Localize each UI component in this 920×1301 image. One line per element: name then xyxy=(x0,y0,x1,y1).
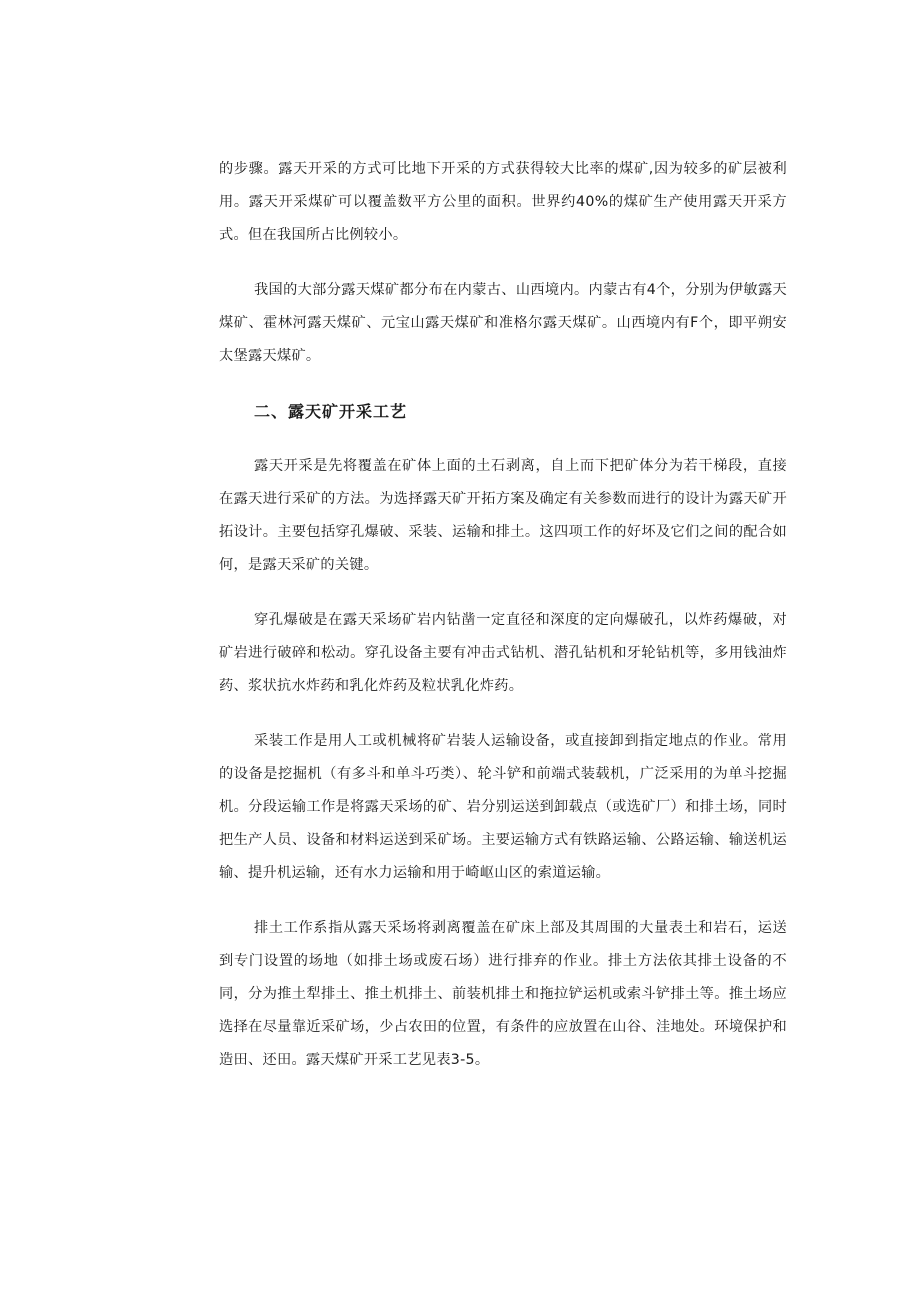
paragraph-gap xyxy=(219,582,787,604)
section-heading: 二、露天矿开采工艺 xyxy=(254,402,408,421)
paragraph-gap xyxy=(219,428,787,450)
paragraph-drilling-blasting: 穿孔爆破是在露天采场矿岩内钻凿一定直径和深度的定向爆破孔，以炸药爆破，对矿岩进行破碎和松动。穿孔设备主要有冲击式钻机、潜孔钻机和牙轮钻机等，多用钱油炸药、浆状抗水炸药和乳化炸药及粒状乳化炸药。 xyxy=(219,612,787,694)
document-body xyxy=(219,153,787,1077)
paragraph-coal-distribution: 我国的大部分露天煤矿都分布在内蒙古、山西境内。内蒙古有4个，分别为伊敏露天煤矿、霍林河露天煤矿、元宝山露天煤矿和准格尔露天煤矿。山西境内有F个，即平朔安太堡露天煤矿。 xyxy=(219,282,787,364)
paragraph-gap xyxy=(219,373,787,395)
paragraph-gap xyxy=(219,703,787,725)
paragraph-loading-transport: 采装工作是用人工或机械将矿岩装人运输设备，或直接卸到指定地点的作业。常用的设备是挖掘机（有多斗和单斗巧类）、轮斗铲和前端式装载机，广泛采用的为单斗挖掘机。分段运输工作是将露天采场的矿、岩分别运送到卸载点（或选矿厂）和排土场，同时把生产人员、设备和材料运送到采矿场。主要运输方式有铁路运输、公路运输、输送机运输、提升机运输，还有水力运输和用于崎岖山区的索道运输。 xyxy=(219,733,787,881)
paragraph-gap xyxy=(219,252,787,274)
paragraph-open-pit-overview: 露天开采是先将覆盖在矿体上面的土石剥离，自上而下把矿体分为若干梯段，直接在露天进行采矿的方法。为选择露天矿开拓方案及确定有关参数而进行的设计为露天矿开拓设计。主要包括穿孔爆破、采装、运输和排土。这四项工作的好坏及它们之间的配合如何，是露天采矿的关键。 xyxy=(219,458,787,573)
paragraph-continuation: 的步骤。露天开采的方式可比地下开采的方式获得较大比率的煤矿,因为较多的矿层被利用。露天开采煤矿可以覆盖数平方公里的面积。世界约40%的煤矿生产使用露天开采方式。但在我国所占比例较小。 xyxy=(219,161,787,243)
paragraph-gap xyxy=(219,890,787,912)
paragraph-dumping: 排土工作系指从露天采场将剥离覆盖在矿床上部及其周围的大量表土和岩石，运送到专门设置的场地（如排土场或废石场）进行排弃的作业。排土方法依其排土设备的不同，分为推土犁排土、推土机排土、前装机排土和拖拉铲运机或索斗铲排土等。推土场应选择在尽量靠近采矿场，少占农田的位置，有条件的应放置在山谷、洼地处。环境保护和造田、还田。露天煤矿开采工艺见表3-5。 xyxy=(219,920,787,1068)
